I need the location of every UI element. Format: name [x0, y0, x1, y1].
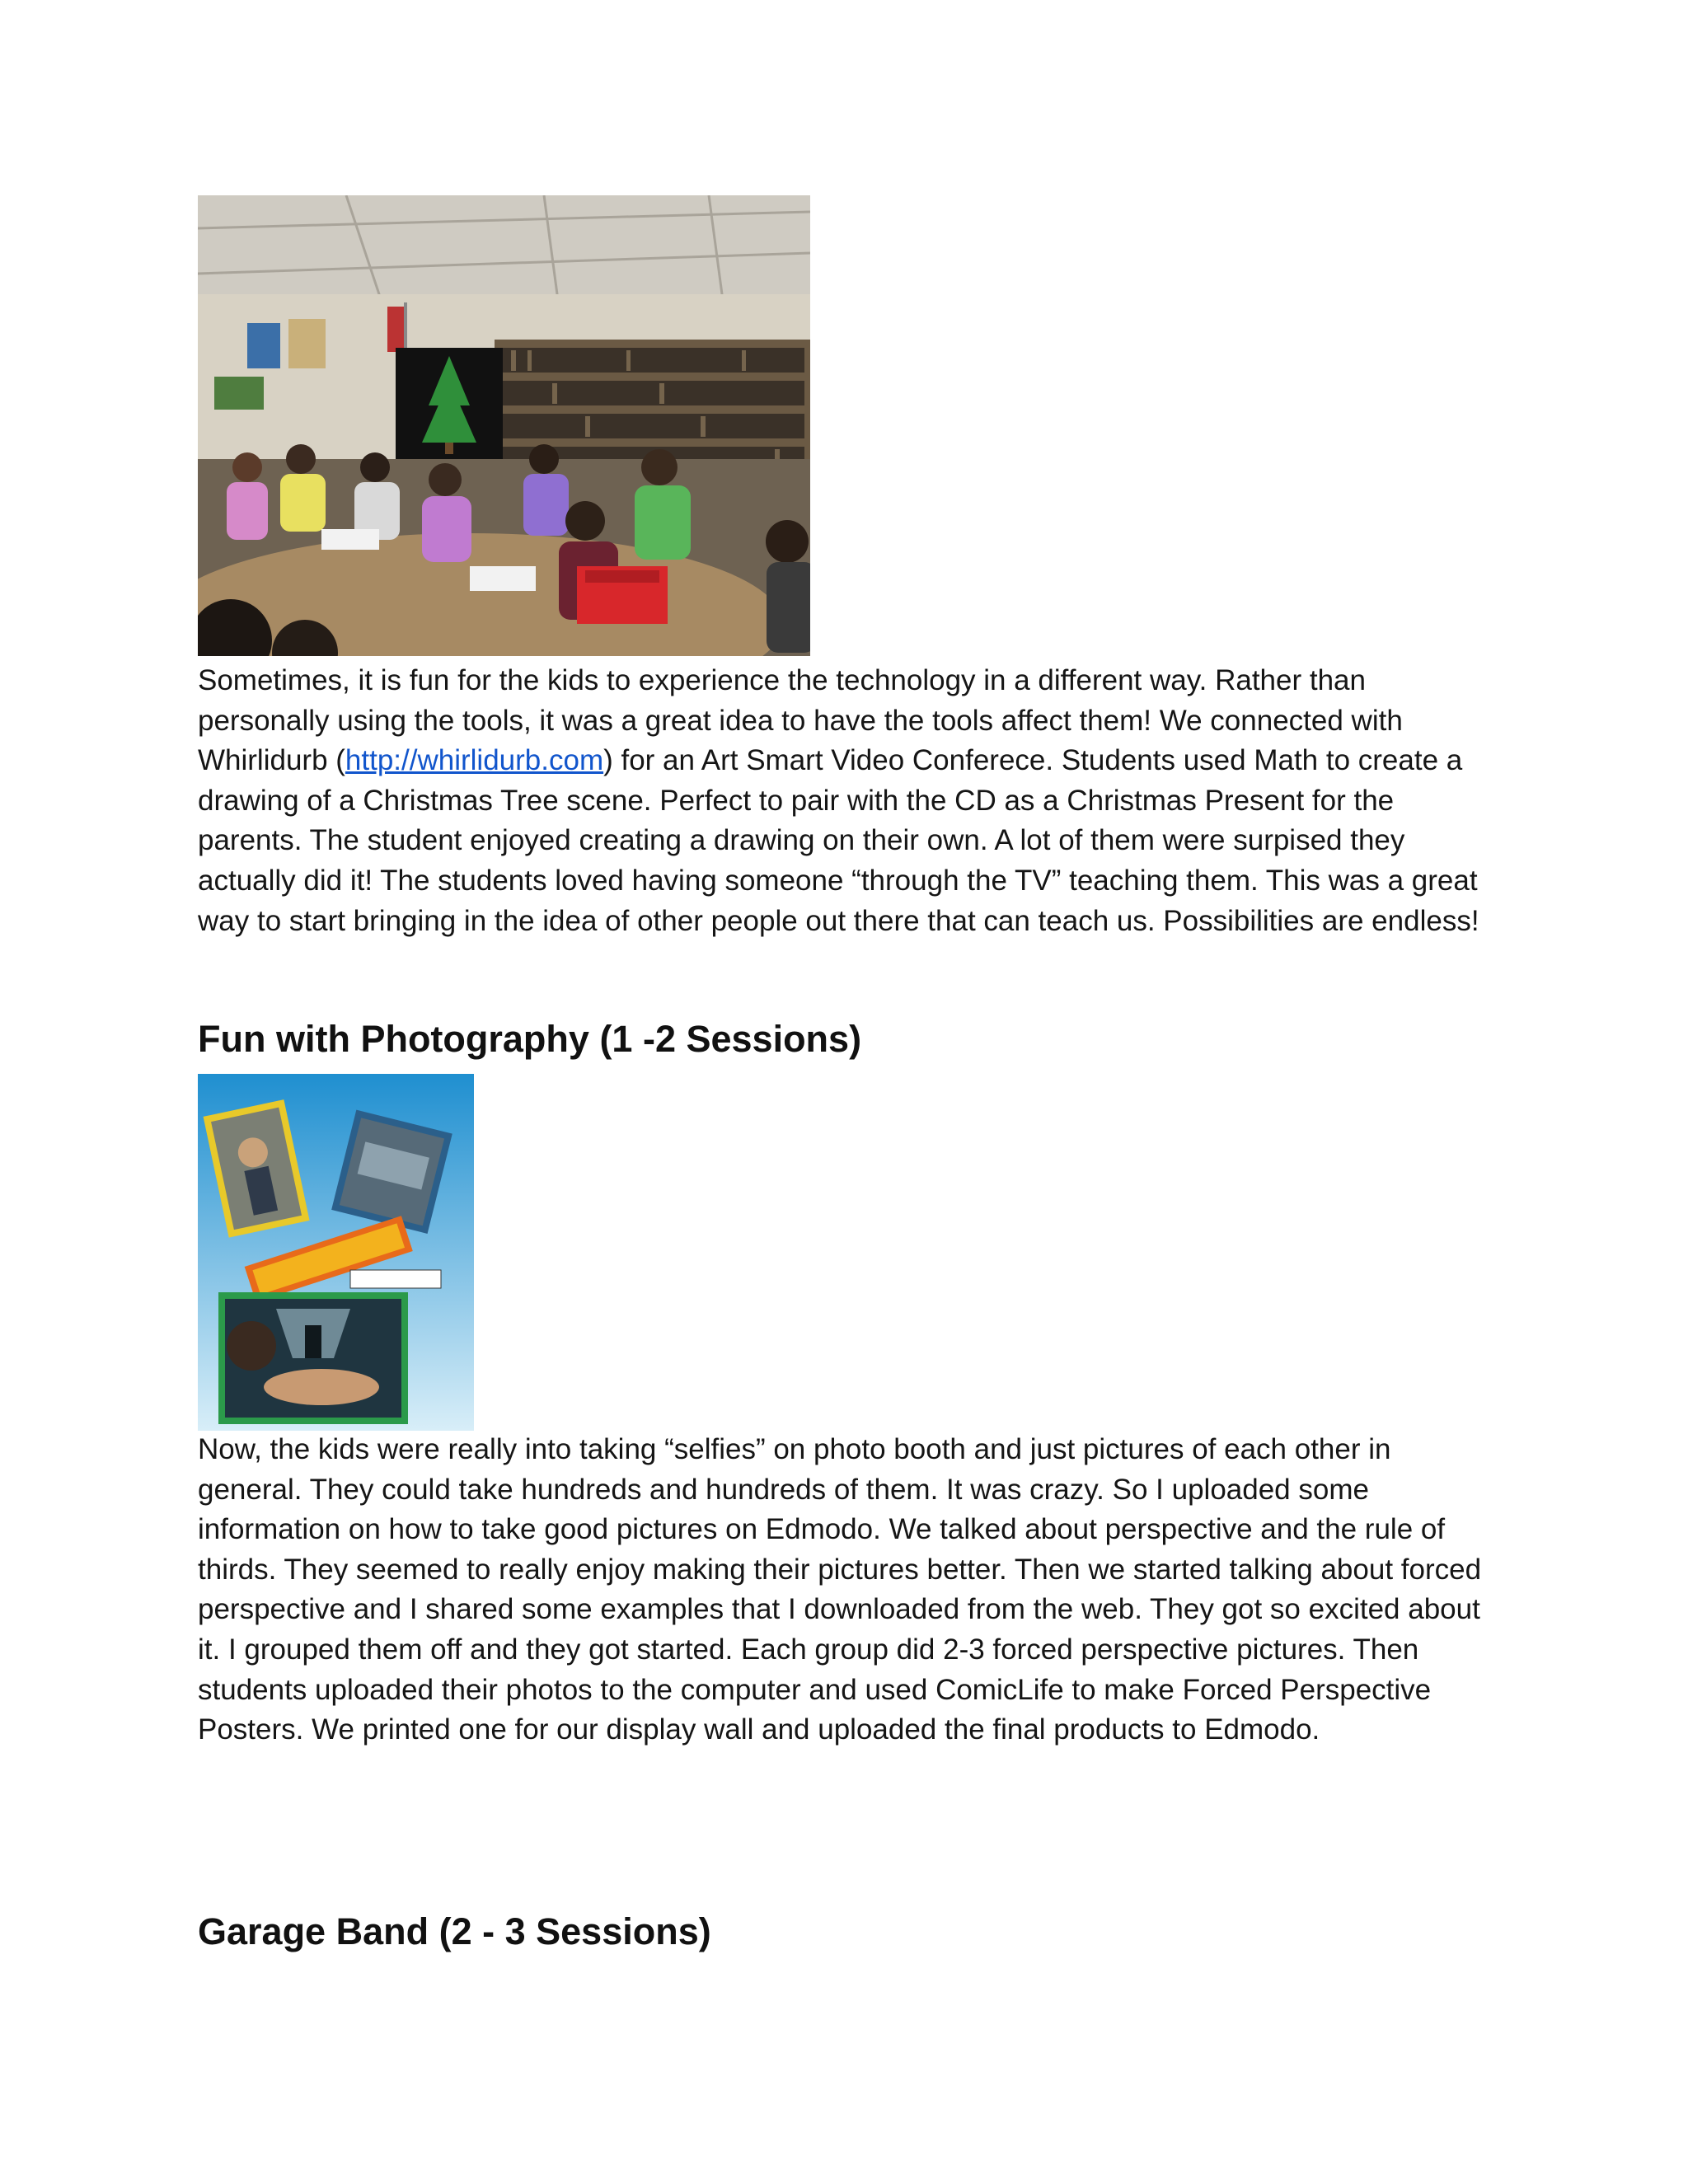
photography-heading: Fun with Photography (1 -2 Sessions): [198, 1018, 862, 1060]
paragraph-text: Sometimes, it is fun for the kids to experience the technology in a different way. Rather than personally using the tools, it was a great idea to have the tools affect them! We connected with Whirlidurb (: [198, 664, 1403, 777]
classroom-photo-icon: [198, 195, 810, 656]
forced-perspective-poster-icon: [198, 1074, 474, 1431]
garage-band-heading: Garage Band (2 - 3 Sessions): [198, 1910, 711, 1952]
classroom-photo: [198, 195, 810, 656]
photography-paragraph: Now, the kids were really into taking “selfies” on photo booth and just pictures of each other in general. They could take hundreds and hundreds of them. It was crazy. So I uploaded some information on how to take good pictures on Edmodo. We talked about perspective and the rule of thirds. They seemed to really enjoy making their pictures better. Then we started talking about forced perspective and I shared some examples that I downloaded from the web. They got so excited about it. I grouped them off and they got started. Each group did 2-3 forced perspective pictures. Then students uploaded their photos to the computer and used ComicLife to make Forced Perspective Posters. We printed one for our display wall and uploaded the final products to Edmodo.: [198, 1433, 1482, 1746]
intro-paragraph: [198, 661, 1500, 941]
paragraph-text: ) for an Art Smart Video Conferece. Students used Math to create a drawing of a Christmas Tree scene. Perfect to pair with the CD as a Christmas Present for the parents. The student enjoyed creating a drawing on their own. A lot of them were surpised they actually did it! The students loved having someone “through the TV” teaching them. This was a great way to start bringing in the idea of other people out there that can teach us. Possibilities are endless!: [198, 744, 1479, 937]
forced-perspective-poster: [198, 1074, 474, 1431]
whirlidurb-link[interactable]: http://whirlidurb.com: [345, 744, 604, 777]
